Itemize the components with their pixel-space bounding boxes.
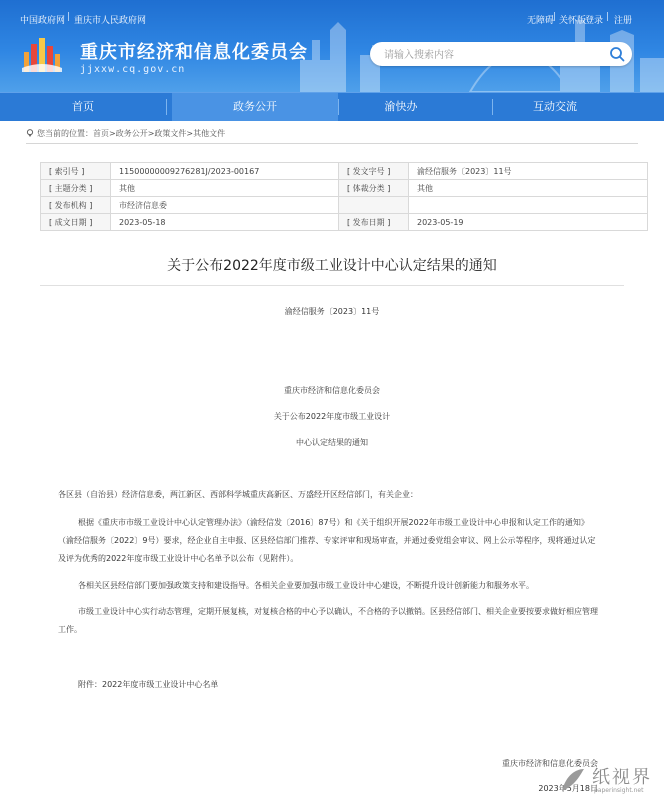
nav-divider [166,99,167,115]
search-input[interactable] [382,45,606,65]
paragraph-3: 市级工业设计中心实行动态管理，定期开展复核，对复核合格的中心予以确认，不合格的予以撤销。区县经信部门、相关企业要按要求做好相应管理工作。 [58,607,598,634]
signature-date: 2023年5月18日 [538,784,598,793]
register-link[interactable]: 注册 [614,16,633,26]
table-row [41,197,648,214]
breadcrumb-divider [26,143,638,144]
breadcrumb-sep: > [109,129,116,138]
written-date-label: [ 成文日期 ] [41,214,111,231]
written-date-value: 2023-05-18 [111,214,339,231]
date-value [409,197,648,214]
table-row [41,214,648,231]
watermark-text: 纸视界 [592,767,652,788]
title-divider [40,285,624,286]
nav-item-yukuaiban[interactable]: 渝快办 [384,100,418,113]
table-row [41,163,648,180]
type-label: [ 体裁分类 ] [339,180,409,197]
header-org: 重庆市经济和信息化委员会 [284,386,380,395]
watermark-logo-icon [558,765,588,795]
main-nav [0,92,664,121]
search-box [370,42,632,66]
publish-date-label: [ 发布日期 ] [339,214,409,231]
city-gov-link[interactable]: 重庆市人民政府网 [74,16,147,26]
type-value: 其他 [409,180,648,197]
elder-mode-link[interactable]: 关怀版 [559,16,587,26]
watermark-subtext: paperinsight.net [594,787,644,794]
nav-item-home[interactable]: 首页 [72,100,94,113]
paragraph-2: 各相关区县经信部门要加强政策支持和建设指导。各相关企业要加强市级工业设计中心建设，不断提升设计创新能力和服务水平。 [78,581,534,590]
attachment-line: 附件：2022年度市级工业设计中心名单 [78,680,219,689]
search-icon[interactable] [608,45,626,63]
watermark [558,763,658,797]
docno-value: 渝经信服务〔2023〕11号 [409,163,648,180]
breadcrumb-sep: > [186,129,194,138]
breadcrumb-policy-docs[interactable]: 政策文件 [154,129,187,138]
doc-meta-table [40,162,648,231]
publish-date-value: 2023-05-19 [409,214,648,231]
index-value: 11500000009276281J/2023-00167 [111,163,339,180]
salutation: 各区县（自治县）经济信息委，两江新区、西部科学城重庆高新区、万盛经开区经信部门，有关企业： [58,490,418,499]
date-label [339,197,409,214]
topic-label: [ 主题分类 ] [41,180,111,197]
table-row [41,180,648,197]
login-link[interactable]: 登录 [585,16,604,26]
index-label: [ 索引号 ] [41,163,111,180]
top-link-divider: | [67,12,71,22]
site-domain: jjxxw.cq.gov.cn [80,64,186,75]
breadcrumb-sep: > [147,129,155,138]
site-header [0,0,664,92]
breadcrumb-home[interactable]: 首页 [93,129,109,138]
breadcrumb-gov-affairs[interactable]: 政务公开 [115,129,148,138]
top-link-divider: | [553,12,557,22]
top-link-divider: | [606,12,610,22]
nav-item-interaction[interactable]: 互动交流 [533,100,577,113]
issuer-label: [ 发布机构 ] [41,197,111,214]
header-title-line-1: 关于公布2022年度市级工业设计 [273,412,391,421]
signature-org: 重庆市经济和信息化委员会 [502,759,598,768]
doc-number: 渝经信服务〔2023〕11号 [284,307,380,316]
breadcrumb [26,128,225,139]
topic-value: 其他 [111,180,339,197]
docno-label: [ 发文字号 ] [339,163,409,180]
paragraph-1: 根据《重庆市市级工业设计中心认定管理办法》（渝经信发〔2016〕87号）和《关于组织开展2022年市级工业设计中心申报和认定工作的通知》（渝经信服务〔2022〕9号）要求，经企业自主申报、区县经信部门推荐、专家评审和现场审查，并通过委党组会审议、网上公示等程序，现将通过认定及评为优秀的2022年度市级工业设计中心名单予以公布（见附件）。 [58,518,596,563]
page-title: 关于公布2022年度市级工业设计中心认定结果的通知 [167,258,497,274]
site-title: 重庆市经济和信息化委员会 [80,42,308,63]
accessibility-link[interactable]: 无障碍 [527,16,555,26]
breadcrumb-other-docs[interactable]: 其他文件 [193,129,226,138]
header-title-line-2: 中心认定结果的通知 [296,438,368,447]
site-logo-icon [22,38,62,72]
gov-site-link[interactable]: 中国政府网 [20,16,66,26]
location-pin-icon [26,129,34,137]
breadcrumb-prefix: 您当前的位置： [37,129,93,138]
nav-item-gov-affairs[interactable]: 政务公开 [172,93,338,121]
issuer-value: 市经济信息委 [111,197,339,214]
